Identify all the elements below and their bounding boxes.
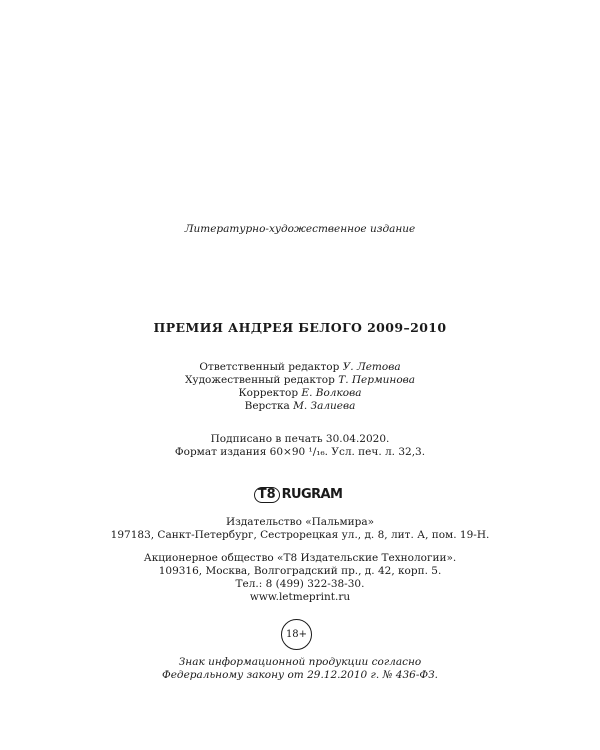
credit-name: М. Залиева [293,400,356,412]
printer-site: www.letmeprint.ru [249,591,351,603]
credit-role: Ответственный редактор [199,361,340,373]
credit-line [0,361,600,374]
law-notice-line: Знак информационной продукции согласно [178,656,422,668]
logo-t8-mark: T8 [254,487,280,503]
age-rating-badge: 18+ [281,619,312,650]
print-signed: Подписано в печать 30.04.2020. [210,433,390,445]
credit-line [0,374,600,387]
print-format: Формат издания 60×90 ¹/₁₆. Усл. печ. л. 32,3. [174,446,426,458]
credit-role: Художественный редактор [184,374,335,386]
credit-line [0,387,600,400]
logo-wordmark: RUGRAM [281,487,343,502]
edition-type: Литературно-художественное издание [184,223,416,235]
printer-address: 109316, Москва, Волгоградский пр., д. 42, корп. 5. [158,565,442,577]
t8-rugram-logo [257,486,343,504]
credit-name: У. Летова [342,361,401,373]
publisher-address: 197183, Санкт-Петербург, Сестрорецкая ул., д. 8, лит. А, пом. 19-Н. [110,529,490,541]
publisher-name: Издательство «Пальмира» [225,516,375,528]
credit-role: Верстка [244,400,290,412]
printer-phone: Тел.: 8 (499) 322-38-30. [235,578,365,590]
book-title: ПРЕМИЯ АНДРЕЯ БЕЛОГО 2009–2010 [153,320,447,335]
law-notice-line: Федеральному закону от 29.12.2010 г. № 436-ФЗ. [162,669,438,681]
credit-name: Т. Перминова [338,374,416,386]
credit-role: Корректор [238,387,299,399]
credit-name: Е. Волкова [301,387,362,399]
credit-line [0,400,600,413]
printer-name: Акционерное общество «Т8 Издательские Технологии». [143,552,457,564]
